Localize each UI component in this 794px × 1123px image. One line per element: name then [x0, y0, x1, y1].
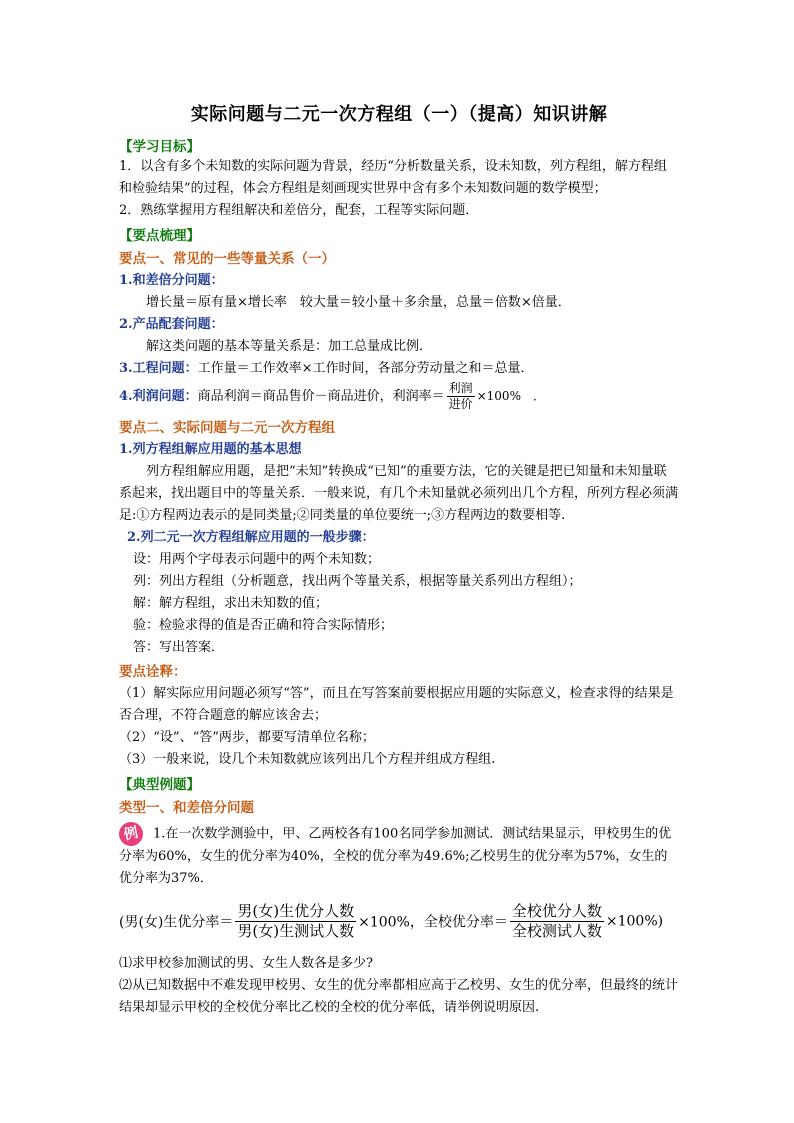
profit-rate-denominator: 进价	[448, 397, 473, 411]
type1-title: 类型一、和差倍分问题	[119, 800, 254, 816]
point1-item1-head: 1.和差倍分问题：	[119, 273, 224, 288]
note-2: （2）“设”、“答”两步，都要写清单位名称；	[119, 730, 375, 745]
page-title: 实际问题与二元一次方程组（一）（提高）知识讲解	[190, 104, 608, 125]
point1-item4-head: 4.利润问题：	[119, 389, 198, 404]
goals-heading: 【学习目标】	[119, 139, 200, 155]
formula-open: (男(女)生优分率＝	[119, 914, 234, 931]
school-rate-denominator: 全校测试人数	[511, 922, 602, 940]
profit-rate-numerator: 利润	[448, 381, 473, 395]
note-1: （1）解实际应用问题必须写“答”，而且在写答案前要根据应用题的实际意义，检查求得的结果是否合理，不符合题意的解应该舍去；	[119, 686, 674, 723]
example1-text: 1.在一次数学测验中，甲、乙两校各有100名同学参加测试．测试结果显示，甲校男生的优分率为60%，女生的优分率为40%，全校的优分率为49.6%;乙校男生的优分率为57%，女生的优分率为37%．	[119, 826, 672, 886]
points-heading: 【要点梳理】	[119, 228, 200, 244]
point2-item1-head: 1.列方程组解应用题的基本思想	[119, 442, 302, 457]
point1-item4-body-post: ×100% ．	[476, 389, 545, 403]
point2-title: 要点二、实际问题与二元一次方程组	[119, 420, 335, 436]
profit-rate-fraction	[447, 381, 475, 412]
point2-item2-head: 2.列二元一次方程组解应用题的一般步骤：	[127, 530, 375, 545]
document-content	[119, 100, 679, 1019]
step-answer: 答：写出答案．	[133, 640, 225, 655]
school-rate-numerator: 全校优分人数	[511, 902, 602, 920]
rate-formula	[119, 902, 679, 941]
point1-item2-head: 2.产品配套问题：	[119, 317, 224, 332]
gender-rate-numerator: 男(女)生优分人数	[237, 902, 355, 920]
goal-item-2: 2．熟练掌握用方程组解决和差倍分，配套，工程等实际问题．	[119, 203, 479, 218]
gender-rate-fraction	[235, 902, 356, 941]
point2-item1-body: 列方程组解应用题，是把“未知”转换成“已知”的重要方法，它的关键是把已知量和未知量联系起来，找出题目中的等量关系．一般来说，有几个未知量就必须列出几个方程，所列方程必须满足:①方程两边表示的是同类量;②同类量的单位要统一;③方程两边的数要相等.	[119, 464, 679, 523]
point1-item3-head: 3.工程问题：	[119, 361, 198, 376]
step-check: 验：检验求得的值是否正确和符合实际情形；	[133, 618, 394, 633]
step-list: 列：列出方程组（分析题意，找出两个等量关系，根据等量关系列出方程组）；	[133, 574, 582, 589]
point1-item3-body: 工作量＝工作效率×工作时间，各部分劳动量之和＝总量．	[197, 361, 534, 376]
step-solve: 解：解方程组，求出未知数的值；	[133, 596, 329, 611]
point1-title: 要点一、常见的一些等量关系（一）	[119, 251, 335, 267]
notes-heading: 要点诠释：	[119, 664, 187, 680]
note-3: （3）一般来说，设几个未知数就应该列出几个方程并组成方程组.	[119, 752, 496, 767]
point1-item4-body-pre: 商品利润＝商品售价－商品进价，利润率＝	[197, 389, 445, 404]
school-rate-fraction	[510, 902, 604, 941]
gender-rate-denominator: 男(女)生测试人数	[237, 922, 355, 940]
example-badge-icon: 例	[117, 820, 145, 848]
formula-close: ×100%)	[605, 913, 664, 930]
step-set: 设：用两个字母表示问题中的两个未知数；	[133, 552, 381, 567]
point1-item1-body: 增长量＝原有量×增长率 较大量＝较小量＋多余量，总量＝倍数×倍量．	[146, 295, 571, 310]
examples-heading: 【典型例题】	[119, 777, 200, 793]
question-2: ⑵从已知数据中不难发现甲校男、女生的优分率都相应高于乙校男、女生的优分率，但最终的统计结果却显示甲校的全校优分率比乙校的全校的优分率低，请举例说明原因.	[119, 978, 679, 1015]
point1-item2-body: 解这类问题的基本等量关系是：加工总量成比例．	[146, 339, 433, 354]
question-1: ⑴求甲校参加测试的男、女生人数各是多少?	[119, 956, 373, 971]
goal-item-1: 1．以含有多个未知数的实际问题为背景，经历“分析数量关系，设未知数，列方程组，解方程组和检验结果”的过程，体会方程组是刻画现实世界中含有多个未知数问题的数学模型；	[119, 159, 667, 196]
formula-mid: ×100%，全校优分率＝	[358, 914, 508, 931]
